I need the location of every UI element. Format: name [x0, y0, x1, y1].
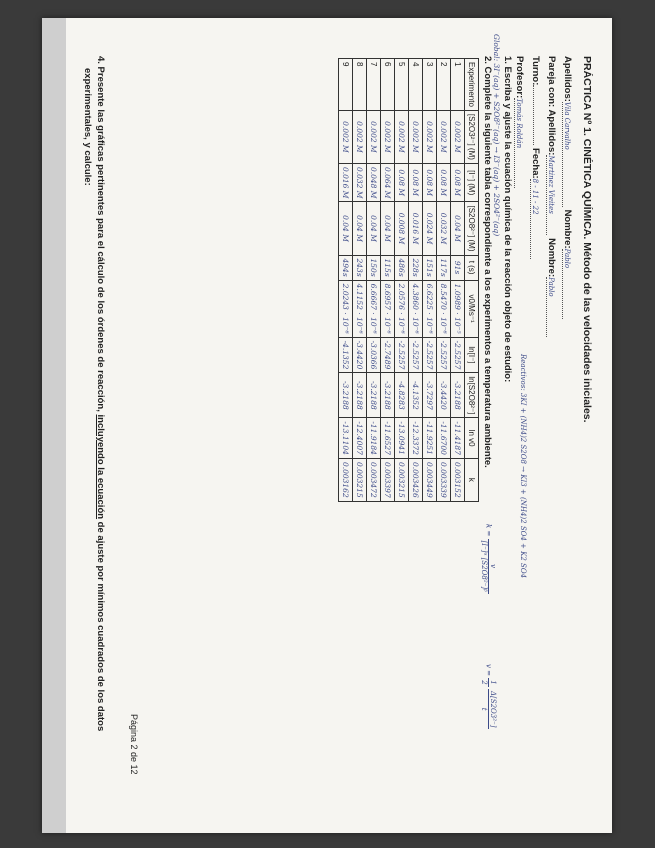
question-4 [95, 56, 106, 731]
table-cell-experiment: 4 [409, 59, 423, 111]
experiments-table [338, 58, 479, 502]
table-cell: -12.3372 [409, 418, 423, 459]
v-half-num: 1 [489, 680, 497, 685]
table-cell: 1.0989 · 10⁻⁵ [451, 280, 465, 337]
table-cell: 0.04 M [367, 202, 381, 255]
v-delta-den: t [480, 707, 488, 711]
nombre2-label: Nombre: [546, 238, 557, 278]
table-row [395, 59, 409, 502]
q4-prompt-end: de ajuste por mínimos cuadrados de los datos [95, 519, 106, 732]
table-cell: 0.002 M [423, 110, 437, 163]
table-cell: 0.003472 [367, 458, 381, 501]
table-cell: 0.08 M [395, 163, 409, 202]
table-cell: -4.8283 [395, 373, 409, 418]
table-cell-experiment: 5 [395, 59, 409, 111]
pareja-label: Pareja con: Apellidos: [546, 56, 557, 156]
v-label: v = [484, 664, 493, 677]
table-cell: -3.2188 [367, 373, 381, 418]
table-cell: 243s [353, 255, 367, 280]
practice-title: PRÁCTICA Nº 1. CINÉTICA QUÍMICA. Método de las velocidades iniciales. [581, 56, 593, 423]
table-row [409, 59, 423, 502]
global-equation: Global: 3I⁻(aq) + S2O8²⁻(aq) → I3⁻(aq) + 2SO4²⁻(aq) [492, 34, 501, 237]
table-cell-experiment: 1 [451, 59, 465, 111]
table-cell: 0.016 M [409, 202, 423, 255]
v-fraction-half [480, 678, 497, 686]
v-fraction-delta [480, 689, 497, 729]
table-cell: 4.3860 · 10⁻⁶ [409, 280, 423, 337]
table-cell: 486s [395, 255, 409, 280]
fecha-label: Fecha: [530, 148, 541, 179]
profesor-label: Profesor: [514, 56, 525, 99]
table-cell: 115s [381, 255, 395, 280]
table-cell: 0.04 M [451, 202, 465, 255]
turno-dots [533, 85, 534, 145]
k-fraction [480, 539, 497, 594]
table-cell: 0.064 M [381, 163, 395, 202]
question-2: 2. Complete la siguiente tabla correspondiente a los experimentos a temperatura ambiente. [482, 56, 493, 468]
table-cell: -2.5257 [451, 337, 465, 373]
turno-label: Turno: [530, 56, 541, 86]
col-v0: v0/Ms⁻¹ [465, 280, 479, 337]
pareja-line [546, 56, 557, 337]
table-cell: 151s [423, 255, 437, 280]
table-cell: -12.4007 [353, 418, 367, 459]
table-cell: 0.032 M [437, 202, 451, 255]
table-cell: 117s [437, 255, 451, 280]
table-cell: 0.04 M [339, 202, 353, 255]
table-cell: -13.0941 [395, 418, 409, 459]
col-s2o3: [S2O3²⁻] (M) [465, 110, 479, 163]
table-cell: 0.04 M [353, 202, 367, 255]
col-ln-v0: ln v0 [465, 418, 479, 459]
table-cell: 0.003449 [423, 458, 437, 501]
table-cell: 0.002 M [339, 110, 353, 163]
table-cell: 0.08 M [451, 163, 465, 202]
apellidos-value: Vila Carvalho [562, 102, 571, 207]
table-cell: 6.6225 · 10⁻⁶ [423, 280, 437, 337]
table-cell: -3.2188 [381, 373, 395, 418]
table-cell: 0.002 M [367, 110, 381, 163]
table-cell: -3.0366 [367, 337, 381, 373]
table-cell: 0.08 M [409, 163, 423, 202]
col-experimento: Experimento [465, 59, 479, 111]
q4-prompt-start: 4. Presente las gráficas pertinentes para el cálculo de los órdenes de reacción, [95, 56, 106, 415]
table-cell: 0.002 M [409, 110, 423, 163]
table-cell: 0.048 M [367, 163, 381, 202]
table-cell: -13.1104 [339, 418, 353, 459]
table-header-row [465, 59, 479, 502]
table-cell: 2.0576 · 10⁻⁶ [395, 280, 409, 337]
table-cell: 0.032 M [353, 163, 367, 202]
rotated-content [61, 24, 601, 824]
col-time: t (s) [465, 255, 479, 280]
table-cell: 8.5470 · 10⁻⁶ [437, 280, 451, 337]
k-numerator: v [488, 539, 497, 594]
table-cell: -11.9251 [423, 418, 437, 459]
table-row [353, 59, 367, 502]
rate-expression [480, 664, 497, 729]
pareja-value: Martinez Vieites [546, 155, 555, 235]
table-cell: -11.9184 [367, 418, 381, 459]
table-cell-experiment: 6 [381, 59, 395, 111]
table-cell: 228s [409, 255, 423, 280]
col-ln-iodide: ln[I⁻] [465, 337, 479, 373]
rate-law [480, 524, 497, 594]
table-cell: 0.016 M [339, 163, 353, 202]
table-cell: 0.024 M [423, 202, 437, 255]
turno-line [530, 56, 541, 259]
table-cell: 0.003215 [395, 458, 409, 501]
document-page [42, 18, 612, 833]
table-row [423, 59, 437, 502]
reactivos-annotation: Reactivos: 3KI + (NH4)2 S2O8 → KI3 + (NH4)2 SO4 + K2 SO4 [519, 354, 527, 579]
table-row [367, 59, 381, 502]
table-cell: -2.7489 [381, 337, 395, 373]
table-cell: 0.04 M [381, 202, 395, 255]
v-half-den: 2 [480, 680, 488, 685]
table-cell: 0.003162 [339, 458, 353, 501]
table-cell: 0.002 M [381, 110, 395, 163]
table-row [381, 59, 395, 502]
col-s2o8: [S2O8²⁻] (M) [465, 202, 479, 255]
table-cell: -3.2188 [451, 373, 465, 418]
table-cell: 0.003339 [437, 458, 451, 501]
table-cell: -3.4420 [353, 337, 367, 373]
table-cell: -2.5257 [409, 337, 423, 373]
nombre2-value: Pablo [546, 277, 555, 337]
table-cell: 0.003152 [451, 458, 465, 501]
table-cell: -2.5257 [395, 337, 409, 373]
table-row [451, 59, 465, 502]
v-delta-num: Δ[S2O3²⁻] [489, 690, 497, 728]
nombre-value: Pablo [562, 249, 571, 319]
page-number: Página 2 de 12 [129, 714, 139, 775]
apellidos-line [562, 56, 573, 319]
table-row [437, 59, 451, 502]
table-cell: 0.002 M [353, 110, 367, 163]
q4-prompt-underlined: incluyendo la ecuación [95, 414, 106, 520]
table-cell: 150s [367, 255, 381, 280]
table-cell: 6.6667 · 10⁻⁶ [367, 280, 381, 337]
table-cell: 0.002 M [437, 110, 451, 163]
table-body [339, 59, 465, 502]
apellidos-label: Apellidos: [562, 56, 573, 102]
q4-prompt-line2: experimentales, y calcule: [82, 68, 93, 186]
table-row [339, 59, 353, 502]
table-cell: -4.1352 [339, 337, 353, 373]
col-k: k [465, 458, 479, 501]
table-cell: -4.1352 [409, 373, 423, 418]
nombre-label: Nombre: [562, 209, 573, 249]
table-cell-experiment: 7 [367, 59, 381, 111]
profesor-line [514, 56, 525, 188]
table-cell: -2.5257 [423, 337, 437, 373]
table-cell: 2.0243 · 10⁻⁶ [339, 280, 353, 337]
question-1: 1. Escriba y ajuste la ecuación química de la reacción objeto de estudio: [502, 56, 513, 383]
col-iodide: [I⁻] (M) [465, 163, 479, 202]
table-cell: 494s [339, 255, 353, 280]
fecha-value: 8 - 11 - 22 [530, 179, 539, 259]
table-cell: 0.08 M [437, 163, 451, 202]
k-label: k = [484, 524, 493, 537]
profesor-value: Tomás Roldán [514, 98, 523, 188]
table-cell: -3.7297 [423, 373, 437, 418]
table-cell: 8.6957 · 10⁻⁶ [381, 280, 395, 337]
table-cell: 0.002 M [395, 110, 409, 163]
table-cell-experiment: 3 [423, 59, 437, 111]
table-cell: 4.1152 · 10⁻⁶ [353, 280, 367, 337]
table-cell: 0.003215 [353, 458, 367, 501]
table-cell: -3.2188 [339, 373, 353, 418]
table-cell: -11.4187 [451, 418, 465, 459]
k-denominator: [I⁻]ᵅ [S2O8²⁻]ᵝ [480, 540, 488, 592]
table-cell: 0.003426 [409, 458, 423, 501]
table-cell-experiment: 8 [353, 59, 367, 111]
table-cell-experiment: 9 [339, 59, 353, 111]
table-cell: 0.08 M [423, 163, 437, 202]
table-cell: -11.6700 [437, 418, 451, 459]
col-ln-s2o8: ln[S2O8²⁻] [465, 373, 479, 418]
table-cell: 0.003397 [381, 458, 395, 501]
table-cell-experiment: 2 [437, 59, 451, 111]
table-cell: 0.002 M [451, 110, 465, 163]
table-cell: -3.4420 [437, 373, 451, 418]
table-cell: 91s [451, 255, 465, 280]
table-cell: -2.5257 [437, 337, 451, 373]
table-cell: -11.6527 [381, 418, 395, 459]
table-cell: -3.2188 [353, 373, 367, 418]
table-cell: 0.008 M [395, 202, 409, 255]
